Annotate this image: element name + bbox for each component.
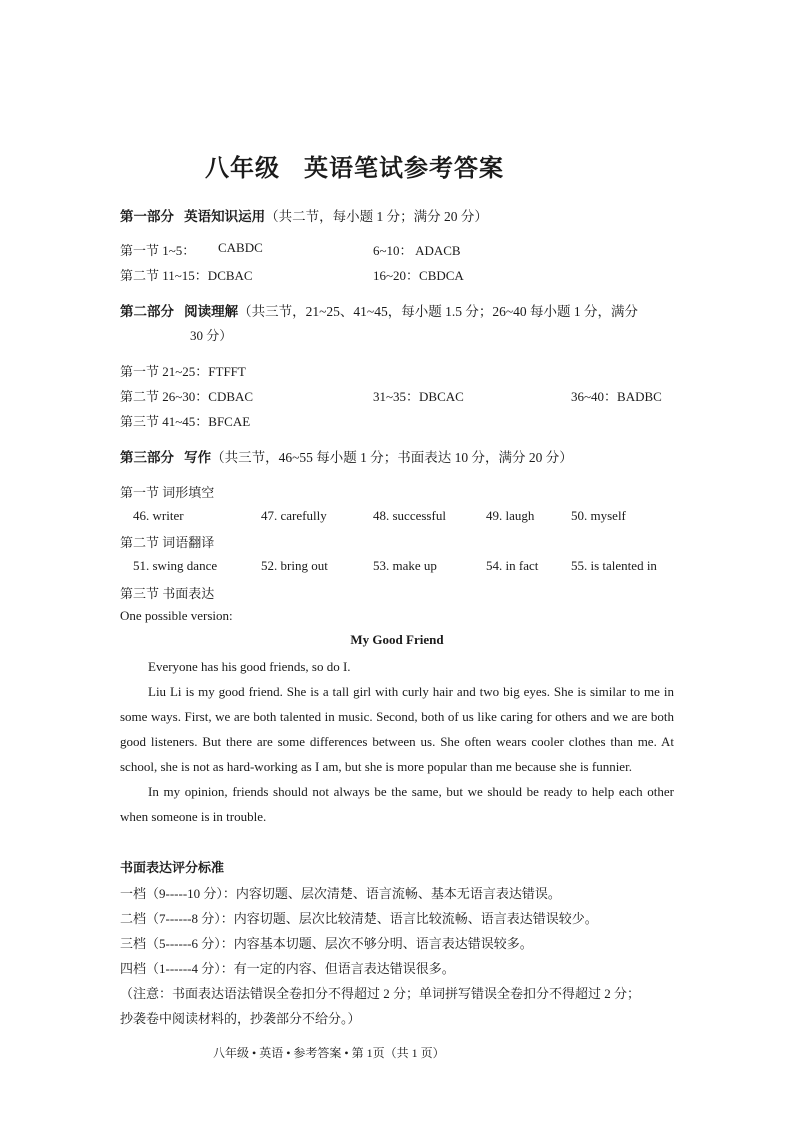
essay-paragraph-2: Liu Li is my good friend. She is a tall girl with curly hair and two big eyes. She is similar to me in some ways. First, we are both talented in music. Second, both of us like caring for others and we are both good listeners. But there are some differences between us. She often wears cooler clothes than me. At school, she is not as hard-working as I am, but she is more popular than me because she is funnier. — [120, 684, 674, 774]
part2-s1: 第一节 21~25：FTFFT — [120, 364, 246, 379]
answer-46: 46. writer — [133, 508, 184, 523]
answer-53: 53. make up — [373, 558, 437, 573]
answer-47: 47. carefully — [261, 508, 327, 523]
part3-s2-title: 第二节 词语翻译 — [120, 535, 215, 550]
answer-51: 51. swing dance — [133, 558, 218, 573]
grading-level-4: 四档（1------4 分）：有一定的内容、但语言表达错误很多。 — [120, 961, 455, 976]
answer-50: 50. myself — [571, 508, 626, 523]
grading-level-1: 一档（9-----10 分）：内容切题、层次清楚、语言流畅、基本无语言表达错误。 — [120, 886, 561, 901]
title-grade: 八年级 — [205, 156, 280, 182]
grading-level-2: 二档（7------8 分）：内容切题、层次比较清楚、语言比较流畅、语言表达错误较少。 — [120, 911, 598, 926]
part2-heading: 第二部分 阅读理解（共三节，21~25、41~45，每小题 1.5 分；26~40 每小题 1 分，满分 — [120, 304, 639, 319]
part1-s1-label: 第一节 1~5： — [120, 243, 196, 258]
essay-paragraph-3: In my opinion, friends should not always be the same, but we should be ready to help each other when someone is in trouble. — [120, 784, 674, 824]
answer-54: 54. in fact — [486, 558, 539, 573]
possible-version-label: One possible version: — [120, 608, 233, 623]
part1-s2-answer-b: 16~20：CBDCA — [373, 268, 464, 283]
answer-48: 48. successful — [373, 508, 446, 523]
grading-note-2: 抄袭卷中阅读材料的，抄袭部分不给分。） — [120, 1011, 361, 1026]
part1-s1-answer-b: 6~10： ADACB — [373, 243, 461, 258]
essay-body — [120, 654, 674, 829]
part2-heading-cont: 30 分） — [190, 328, 233, 343]
part2-s2-a: 第二节 26~30：CDBAC — [120, 389, 254, 404]
answer-55: 55. is talented in — [571, 558, 657, 573]
part3-s1-title: 第一节 词形填空 — [120, 485, 215, 500]
grading-title: 书面表达评分标准 — [120, 860, 225, 875]
part1-heading: 第一部分 英语知识运用（共二节，每小题 1 分；满分 20 分） — [120, 209, 488, 224]
part3-s3-title: 第三节 书面表达 — [120, 586, 215, 601]
essay-paragraph-1: Everyone has his good friends, so do I. — [148, 659, 351, 674]
grading-note-1: （注意：书面表达语法错误全卷扣分不得超过 2 分；单词拼写错误全卷扣分不得超过 2 分； — [120, 986, 641, 1001]
part2-s3: 第三节 41~45：BFCAE — [120, 414, 251, 429]
part2-s2-b: 31~35：DBCAC — [373, 389, 464, 404]
answer-49: 49. laugh — [486, 508, 535, 523]
answer-52: 52. bring out — [261, 558, 328, 573]
grading-level-3: 三档（5------6 分）：内容基本切题、层次不够分明、语言表达错误较多。 — [120, 936, 533, 951]
part1-s2-answer-a: 第二节 11~15：DCBAC — [120, 268, 253, 283]
part1-s1-answer-a: CABDC — [218, 240, 263, 255]
essay-title: My Good Friend — [350, 632, 444, 647]
title-subject: 英语笔试参考答案 — [304, 156, 504, 182]
page-footer: 八年级 • 英语 • 参考答案 • 第 1页（共 1 页） — [213, 1046, 445, 1060]
page-title — [205, 148, 504, 183]
part3-heading: 第三部分 写作（共三节，46~55 每小题 1 分；书面表达 10 分，满分 20 分） — [120, 450, 573, 465]
part2-s2-c: 36~40：BADBC — [571, 389, 662, 404]
